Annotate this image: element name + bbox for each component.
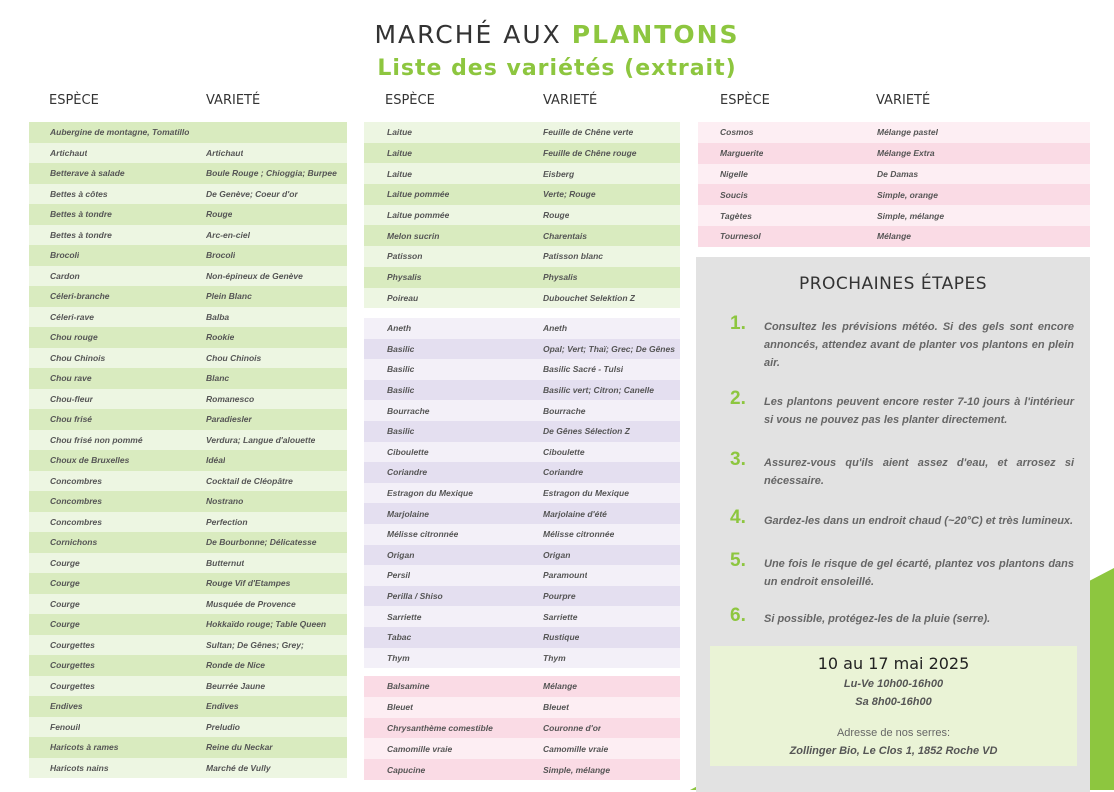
table-row [29, 676, 347, 697]
species-cell: Laitue [387, 127, 413, 138]
variety-cell: Boule Rouge ; Chioggia; Burpee [206, 168, 337, 179]
table-row [364, 606, 680, 627]
table-row [29, 696, 347, 717]
species-cell: Basilic [387, 385, 415, 396]
hours-weekday: Lu-Ve 10h00-16h00 [843, 678, 944, 690]
species-cell: Soucis [720, 189, 748, 200]
variety-cell: Verte; Rouge [543, 189, 596, 200]
step-text: Gardez-les dans un endroit chaud (~20°C) et très lumineux. [764, 515, 1074, 527]
species-cell: Betterave à salade [50, 168, 125, 179]
table-row [29, 307, 347, 328]
variety-cell: Verdura; Langue d'alouette [206, 434, 316, 445]
step-number: 1. [730, 313, 746, 334]
table-row [29, 245, 347, 266]
variety-cell: De Genève; Coeur d'or [206, 188, 298, 199]
species-cell: Courge [50, 578, 80, 589]
table-row [364, 442, 680, 463]
variety-cell: Marché de Vully [206, 762, 271, 773]
species-cell: Coriandre [387, 467, 428, 478]
table-row [29, 655, 347, 676]
variety-cell: Cocktail de Cléopâtre [206, 475, 293, 486]
species-cell: Concombres [50, 516, 102, 527]
variety-cell: De Gênes Sélection Z [543, 426, 630, 437]
step-text: Les plantons peuvent encore rester 7-10 jours à l'intérieur si vous ne pouvez pas les planter directement. [764, 396, 1074, 426]
table-row [364, 380, 680, 401]
species-cell: Courgettes [50, 680, 95, 691]
variety-cell: Feuille de Chêne rouge [543, 148, 637, 159]
variety-cell: Ronde de Nice [206, 660, 266, 671]
variety-cell: Mélange pastel [877, 127, 938, 138]
address-label: Adresse de nos serres: [836, 727, 951, 739]
species-cell: Perilla / Shiso [387, 591, 443, 602]
table-flowers-right [698, 122, 1090, 247]
species-cell: Cosmos [720, 127, 754, 138]
variety-cell: Rouge Vif d'Etampes [206, 578, 291, 589]
table-row [364, 246, 680, 267]
variety-cell: Perfection [206, 516, 248, 527]
species-cell: Courge [50, 619, 80, 630]
variety-cell: Estragon du Mexique [543, 488, 629, 499]
table-vegetables-left [29, 122, 347, 778]
species-cell: Haricots nains [50, 762, 109, 773]
table-row [29, 532, 347, 553]
hours-saturday: Sa 8h00-16h00 [855, 696, 932, 708]
table-row [364, 359, 680, 380]
species-cell: Melon sucrin [387, 230, 440, 241]
table-row [364, 759, 680, 780]
table-row [364, 648, 680, 669]
table-row [364, 288, 680, 309]
table-row [29, 327, 347, 348]
species-cell: Basilic [387, 364, 415, 375]
step-text: Une fois le risque de gel écarté, plantez vos plantons dans un endroit ensoleillé. [764, 558, 1074, 588]
species-cell: Estragon du Mexique [387, 488, 473, 499]
species-cell: Tabac [387, 632, 412, 643]
table-row [29, 163, 347, 184]
species-cell: Chrysanthème comestible [387, 722, 493, 733]
variety-cell: Non-épineux de Genève [206, 270, 303, 281]
step-number: 2. [730, 388, 746, 409]
variety-cell: Coriandre [543, 467, 584, 478]
variety-cell: Preludio [206, 721, 241, 732]
variety-cell: Sarriette [543, 611, 578, 622]
table-row [29, 143, 347, 164]
species-cell: Sarriette [387, 611, 422, 622]
variety-cell: Origan [543, 549, 571, 560]
species-cell: Tagètes [720, 210, 752, 221]
species-cell: Fenouil [50, 721, 81, 732]
step-text: Assurez-vous qu'ils aient assez d'eau, et arrosez si nécessaire. [764, 457, 1074, 487]
step-text: Si possible, protégez-les de la pluie (serre). [764, 613, 991, 625]
species-cell: Chou-fleur [50, 393, 93, 404]
species-cell: Tournesol [720, 231, 761, 242]
species-cell: Bettes à tondre [50, 229, 112, 240]
title-part-2: PLANTONS [571, 20, 740, 49]
species-cell: Persil [387, 570, 411, 581]
table-row [698, 205, 1090, 226]
variety-cell: Thym [543, 652, 566, 663]
table-row [364, 545, 680, 566]
species-cell: Chou rave [50, 373, 92, 384]
table-row [364, 205, 680, 226]
table-row [29, 430, 347, 451]
variety-cell: Opal; Vert; Thaï; Grec; De Gênes [543, 343, 675, 354]
species-cell: Marguerite [720, 148, 764, 159]
species-cell: Courgettes [50, 639, 95, 650]
table-row [29, 204, 347, 225]
variety-cell: Physalis [543, 272, 578, 283]
table-row [29, 491, 347, 512]
species-cell: Céleri-rave [50, 311, 94, 322]
table-row [364, 586, 680, 607]
table-row [364, 400, 680, 421]
variety-cell: Musquée de Provence [206, 598, 296, 609]
species-cell: Patisson [387, 251, 423, 262]
table-row [364, 676, 680, 697]
variety-cell: Balba [206, 311, 230, 322]
table-row [29, 286, 347, 307]
page-title [0, 20, 1114, 49]
species-cell: Chou rouge [50, 332, 98, 343]
variety-cell: Hokkaïdo rouge; Table Queen [206, 619, 327, 630]
species-cell: Concombres [50, 475, 102, 486]
table-row [29, 389, 347, 410]
variety-cell: Artichaut [206, 147, 244, 158]
variety-cell: Simple, mélange [877, 210, 945, 221]
step-item [730, 550, 1075, 591]
species-cell: Chou Chinois [50, 352, 106, 363]
species-cell: Artichaut [50, 147, 88, 158]
page-subtitle: Liste des variétés (extrait) [377, 56, 737, 81]
table-row [364, 462, 680, 483]
species-cell: Ciboulette [387, 446, 429, 457]
event-info-box [710, 646, 1077, 766]
table-row [29, 184, 347, 205]
variety-cell: Feuille de Chêne verte [543, 127, 634, 138]
table-row [364, 697, 680, 718]
header-variete-left: VARIETÉ [206, 93, 261, 108]
species-cell: Thym [387, 652, 410, 663]
species-cell: Basilic [387, 426, 415, 437]
variety-cell: Butternut [206, 557, 245, 568]
species-cell: Camomille vraie [387, 743, 453, 754]
step-item [730, 313, 1075, 372]
table-row [29, 614, 347, 635]
species-cell: Mélisse citronnée [387, 529, 459, 540]
variety-cell: Paradiesler [206, 414, 252, 425]
table-row [29, 573, 347, 594]
species-cell: Aneth [387, 323, 412, 334]
species-cell: Concombres [50, 496, 102, 507]
variety-cell: Chou Chinois [206, 352, 262, 363]
variety-cell: Mélange [543, 681, 578, 692]
species-cell: Physalis [387, 272, 422, 283]
table-row [364, 267, 680, 288]
table-row [364, 225, 680, 246]
table-row [29, 225, 347, 246]
header-variete-mid: VARIETÉ [543, 93, 598, 108]
table-row [698, 143, 1090, 164]
step-number: 4. [730, 507, 746, 528]
table-row [29, 758, 347, 779]
steps-title: PROCHAINES ÉTAPES [798, 274, 988, 294]
event-dates: 10 au 17 mai 2025 [817, 654, 970, 673]
species-cell: Cornichons [50, 537, 98, 548]
table-row [364, 163, 680, 184]
variety-cell: Reine du Neckar [206, 742, 273, 753]
species-cell: Laitue [387, 168, 413, 179]
table-flowers-mid [364, 676, 680, 780]
table-row [29, 348, 347, 369]
header-variete-right: VARIETÉ [876, 93, 931, 108]
species-cell: Laitue pommée [387, 189, 450, 200]
species-cell: Bleuet [387, 702, 413, 713]
variety-cell: Marjolaine d'été [543, 508, 607, 519]
variety-cell: Rouge [206, 209, 233, 220]
species-cell: Courge [50, 598, 80, 609]
variety-cell: Bourrache [543, 405, 586, 416]
table-row [364, 718, 680, 739]
species-cell: Aubergine de montagne, Tomatillo [50, 127, 190, 138]
variety-cell: Basilic vert; Citron; Canelle [543, 385, 655, 396]
table-row [364, 627, 680, 648]
variety-cell: Couronne d'or [543, 722, 602, 733]
variety-cell: Romanesco [206, 393, 255, 404]
variety-cell: Paramount [543, 570, 588, 581]
variety-cell: Rouge [543, 210, 570, 221]
variety-cell: Brocoli [206, 250, 236, 261]
table-row [29, 594, 347, 615]
step-item [730, 449, 1075, 490]
species-cell: Chou frisé [50, 414, 93, 425]
variety-cell: Simple, orange [877, 189, 938, 200]
species-cell: Brocoli [50, 250, 80, 261]
table-herbs [364, 318, 680, 668]
variety-cell: Ciboulette [543, 446, 585, 457]
table-row [364, 122, 680, 143]
variety-cell: Mélange [877, 231, 912, 242]
species-cell: Courge [50, 557, 80, 568]
header-espece-left: ESPÈCE [49, 93, 99, 108]
species-cell: Endives [50, 701, 83, 712]
address: Zollinger Bio, Le Clos 1, 1852 Roche VD [789, 745, 998, 757]
step-number: 5. [730, 550, 746, 571]
variety-cell: Rookie [206, 332, 235, 343]
variety-cell: Patisson blanc [543, 251, 603, 262]
species-cell: Laitue [387, 148, 413, 159]
variety-cell: Pourpre [543, 591, 576, 602]
table-row [364, 143, 680, 164]
table-row [29, 122, 347, 143]
species-cell: Basilic [387, 343, 415, 354]
step-item [730, 605, 1075, 630]
table-vegetables-mid [364, 122, 680, 308]
table-row [29, 635, 347, 656]
table-row [364, 738, 680, 759]
table-row [364, 524, 680, 545]
header-espece-right: ESPÈCE [720, 93, 770, 108]
species-cell: Cardon [50, 270, 80, 281]
variety-cell: Rustique [543, 632, 580, 643]
species-cell: Courgettes [50, 660, 95, 671]
species-cell: Bourrache [387, 405, 430, 416]
table-row [698, 164, 1090, 185]
table-row [698, 226, 1090, 247]
variety-cell: Sultan; De Gênes; Grey; [206, 639, 304, 650]
table-row [364, 339, 680, 360]
table-row [698, 184, 1090, 205]
table-row [29, 471, 347, 492]
species-cell: Nigelle [720, 168, 748, 179]
step-item [730, 507, 1075, 548]
table-row [364, 483, 680, 504]
species-cell: Bettes à tondre [50, 209, 112, 220]
table-row [29, 266, 347, 287]
species-cell: Balsamine [387, 681, 430, 692]
variety-cell: Beurrée Jaune [206, 680, 266, 691]
table-row [364, 503, 680, 524]
table-row [698, 122, 1090, 143]
table-row [29, 512, 347, 533]
step-number: 3. [730, 449, 746, 470]
table-row [29, 409, 347, 430]
table-row [29, 717, 347, 738]
variety-cell: De Damas [877, 168, 919, 179]
variety-cell: Bleuet [543, 702, 569, 713]
variety-cell: Dubouchet Selektion Z [543, 292, 636, 303]
variety-cell: De Bourbonne; Délicatesse [206, 537, 317, 548]
step-text: Consultez les prévisions météo. Si des gels sont encore annoncés, attendez avant de planter vos plantons en plein air. [764, 321, 1074, 369]
title-part-1: MARCHÉ AUX [374, 20, 562, 49]
variety-cell: Eisberg [543, 168, 575, 179]
table-row [29, 737, 347, 758]
variety-cell: Nostrano [206, 496, 244, 507]
species-cell: Marjolaine [387, 508, 430, 519]
species-cell: Poireau [387, 292, 419, 303]
step-number: 6. [730, 605, 746, 626]
variety-cell: Aneth [543, 323, 568, 334]
table-row [29, 553, 347, 574]
table-row [364, 565, 680, 586]
species-cell: Origan [387, 549, 415, 560]
table-row [29, 450, 347, 471]
variety-cell: Basilic Sacré - Tulsi [543, 364, 624, 375]
table-row [29, 368, 347, 389]
table-row [364, 421, 680, 442]
variety-cell: Plein Blanc [206, 291, 252, 302]
species-cell: Capucine [387, 764, 426, 775]
species-cell: Choux de Bruxelles [50, 455, 130, 466]
variety-cell: Blanc [206, 373, 230, 384]
species-cell: Bettes à côtes [50, 188, 108, 199]
header-espece-mid: ESPÈCE [385, 93, 435, 108]
variety-cell: Arc-en-ciel [206, 229, 250, 240]
species-cell: Chou frisé non pommé [50, 434, 143, 445]
species-cell: Laitue pommée [387, 210, 450, 221]
table-row [364, 184, 680, 205]
variety-cell: Simple, mélange [543, 764, 611, 775]
variety-cell: Mélange Extra [877, 148, 935, 159]
variety-cell: Charentais [543, 230, 587, 241]
species-cell: Haricots à rames [50, 742, 119, 753]
species-cell: Céleri-branche [50, 291, 110, 302]
table-row [364, 318, 680, 339]
variety-cell: Camomille vraie [543, 743, 609, 754]
variety-cell: Mélisse citronnée [543, 529, 615, 540]
step-item [730, 388, 1075, 447]
variety-cell: Endives [206, 701, 239, 712]
variety-cell: Idéal [206, 455, 226, 466]
